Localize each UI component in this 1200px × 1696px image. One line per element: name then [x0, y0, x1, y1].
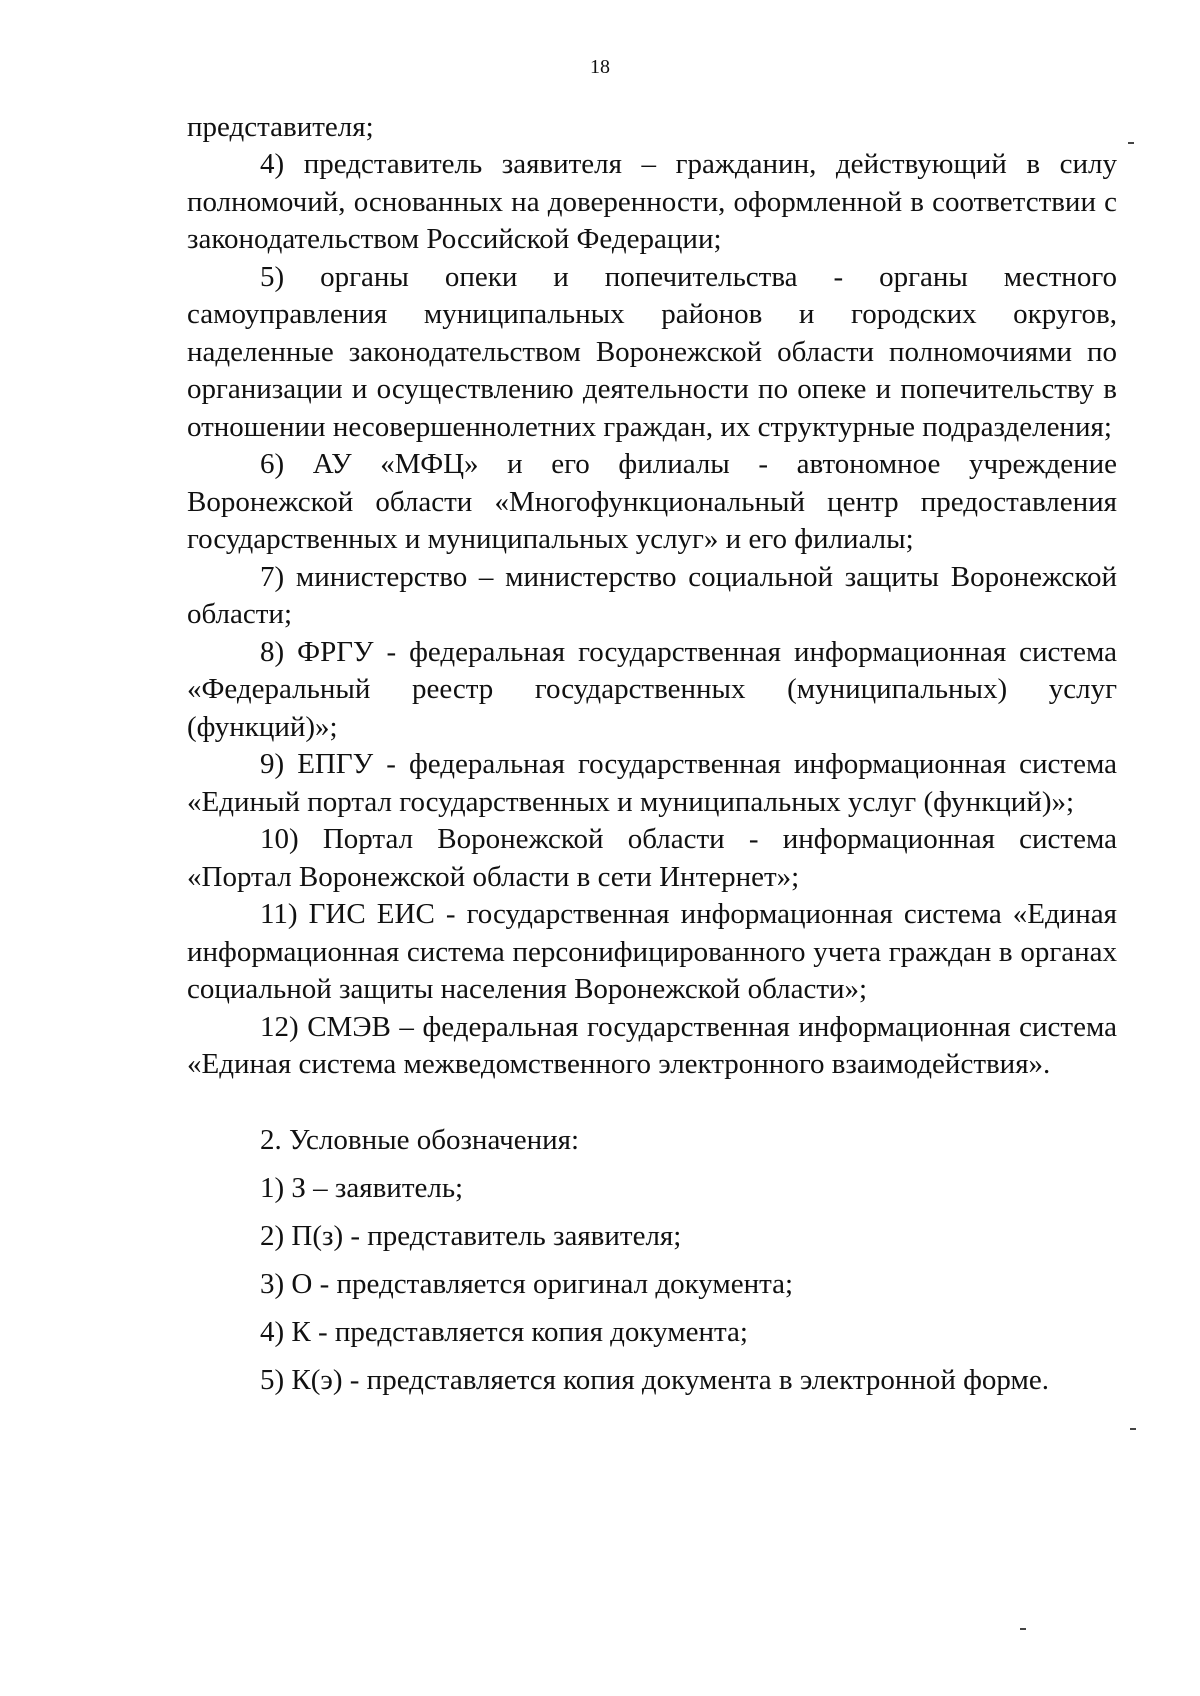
legend-item-5: 5) К(э) - представляется копия документа в электронной форме.: [260, 1363, 1049, 1396]
definition-item-6: 6) АУ «МФЦ» и его филиалы - автономное учреждение Воронежской области «Многофункциональный центр предоставления государственных и муниципальных услуг» и его филиалы;: [187, 448, 1117, 555]
legend-item-3: 3) О - представляется оригинал документа;: [260, 1267, 794, 1300]
scan-mark: [1128, 142, 1134, 144]
definition-item-4: 4) представитель заявителя – гражданин, действующий в силу полномочий, основанных на доверенности, оформленной в соответствии с законодательством Российской Федерации;: [187, 148, 1117, 255]
legend-item-4: 4) К - представляется копия документа;: [260, 1315, 748, 1348]
definition-item-11: 11) ГИС ЕИС - государственная информационная система «Единая информационная система персонифицированного учета граждан в органах социальной защиты населения Воронежской области»;: [187, 898, 1117, 1005]
document-body: [187, 108, 1117, 1399]
definition-item-7: 7) министерство – министерство социальной защиты Воронежской области;: [187, 560, 1117, 630]
legend-item-2: 2) П(з) - представитель заявителя;: [260, 1219, 682, 1252]
definition-item-8: 8) ФРГУ - федеральная государственная информационная система «Федеральный реестр государственных (муниципальных) услуг (функций)»;: [187, 635, 1117, 743]
scan-mark: [1130, 1428, 1136, 1430]
definition-item-5: 5) органы опеки и попечительства - органы местного самоуправления муниципальных районов и городских округов, наделенные законодательством Воронежской области полномочиями по организации и осуществлению деятельности по опеке и попечительству в отношении несовершеннолетних граждан, их структурные подразделения;: [187, 260, 1117, 443]
definition-item-12: 12) СМЭВ – федеральная государственная информационная система «Единая система межведомственного электронного взаимодействия».: [187, 1010, 1117, 1080]
legend-item-1: 1) З – заявитель;: [260, 1171, 464, 1204]
legend-title: 2. Условные обозначения:: [260, 1123, 580, 1156]
definition-item-10: 10) Портал Воронежской области - информационная система «Портал Воронежской области в сети Интернет»;: [187, 823, 1117, 893]
page-number: 18: [590, 56, 610, 78]
definition-item-9: 9) ЕПГУ - федеральная государственная информационная система «Единый портал государственных и муниципальных услуг (функций)»;: [187, 748, 1117, 818]
scan-mark: [1020, 1628, 1026, 1630]
continuation-text: представителя;: [187, 111, 374, 143]
